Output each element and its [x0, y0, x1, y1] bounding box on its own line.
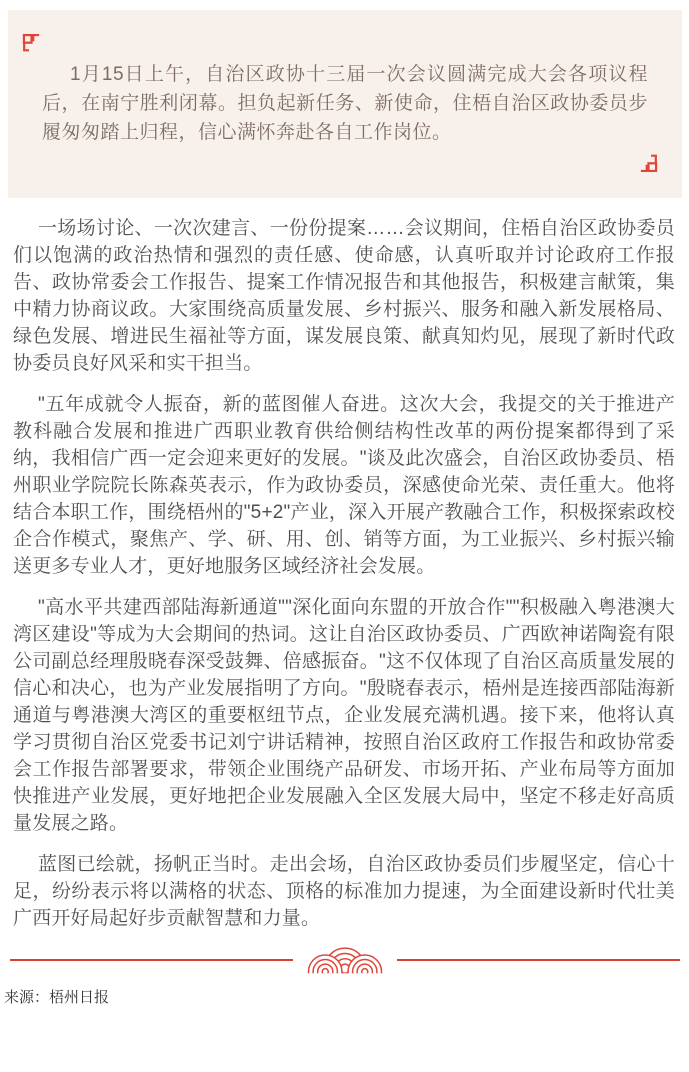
- cloud-wave-ornament-icon: [307, 938, 383, 975]
- article-body: [13, 198, 675, 932]
- article-paragraph: "高水平共建西部陆海新通道""深化面向东盟的开放合作""积极融入粤港澳大湾区建设"等成为大会期间的热词。这让自治区政协委员、广西欧神诺陶瓷有限公司副总经理殷晓春深受鼓舞、倍感振奋。"这不仅体现了自治区高质量发展的信心和决心，也为产业发展指明了方向。"殷晓春表示，梧州是连接西部陆海新通道与粤港澳大湾区的重要枢纽节点，企业发展充满机遇。接下来，他将认真学习贯彻自治区党委书记刘宁讲话精神，按照自治区政府工作报告和政协常委会工作报告部署要求，带领企业围绕产品研发、市场开拓、产业布局等方面加快推进产业发展，更好地把企业发展融入全区发展大局中，坚定不移走好高质量发展之路。: [13, 597, 675, 834]
- article-page: [0, 10, 689, 1072]
- article-paragraph: "五年成就令人振奋，新的蓝图催人奋进。这次大会，我提交的关于推进产教科融合发展和推进广西职业教育供给侧结构性改革的两份提案都得到了采纳，我相信广西一定会迎来更好的发展。"谈及此次盛会，自治区政协委员、梧州职业学院院长陈森英表示，作为政协委员，深感使命光荣、责任重大。他将结合本职工作，围绕梧州的"5+2"产业，深入开展产教融合工作，积极探索政校企合作模式，聚焦产、学、研、用、创、销等方面，为工业振兴、乡村振兴输送更多专业人才，更好地服务区域经济社会发展。: [13, 394, 675, 577]
- intro-highlight-box: [8, 10, 682, 198]
- corner-fret-top-left-icon: [18, 30, 40, 52]
- divider-line-right: [397, 959, 680, 961]
- footer-divider: [10, 938, 680, 976]
- intro-summary-text: 1月15日上午，自治区政协十三届一次会议圆满完成大会各项议程后，在南宁胜利闭幕。担负起新任务、新使命，住梧自治区政协委员步履匆匆踏上归程，信心满怀奔赴各自工作岗位。: [42, 64, 648, 143]
- source-label: 来源：梧州日报: [4, 989, 110, 1006]
- article-paragraph: 蓝图已绘就，扬帆正当时。走出会场，自治区政协委员们步履坚定，信心十足，纷纷表示将以满格的状态、顶格的标准加力提速，为全面建设新时代壮美广西开好局起好步贡献智慧和力量。: [13, 854, 675, 929]
- corner-fret-bottom-right-icon: [640, 154, 662, 176]
- source-line: [4, 988, 689, 1008]
- article-paragraph: 一场场讨论、一次次建言、一份份提案……会议期间，住梧自治区政协委员们以饱满的政治热情和强烈的责任感、使命感，认真听取并讨论政府工作报告、政协常委会工作报告、提案工作情况报告和其他报告，积极建言献策，集中精力协商议政。大家围绕高质量发展、乡村振兴、服务和融入新发展格局、绿色发展、增进民生福祉等方面，谋发展良策、献真知灼见，展现了新时代政协委员良好风采和实干担当。: [13, 218, 675, 374]
- divider-line-left: [10, 959, 293, 961]
